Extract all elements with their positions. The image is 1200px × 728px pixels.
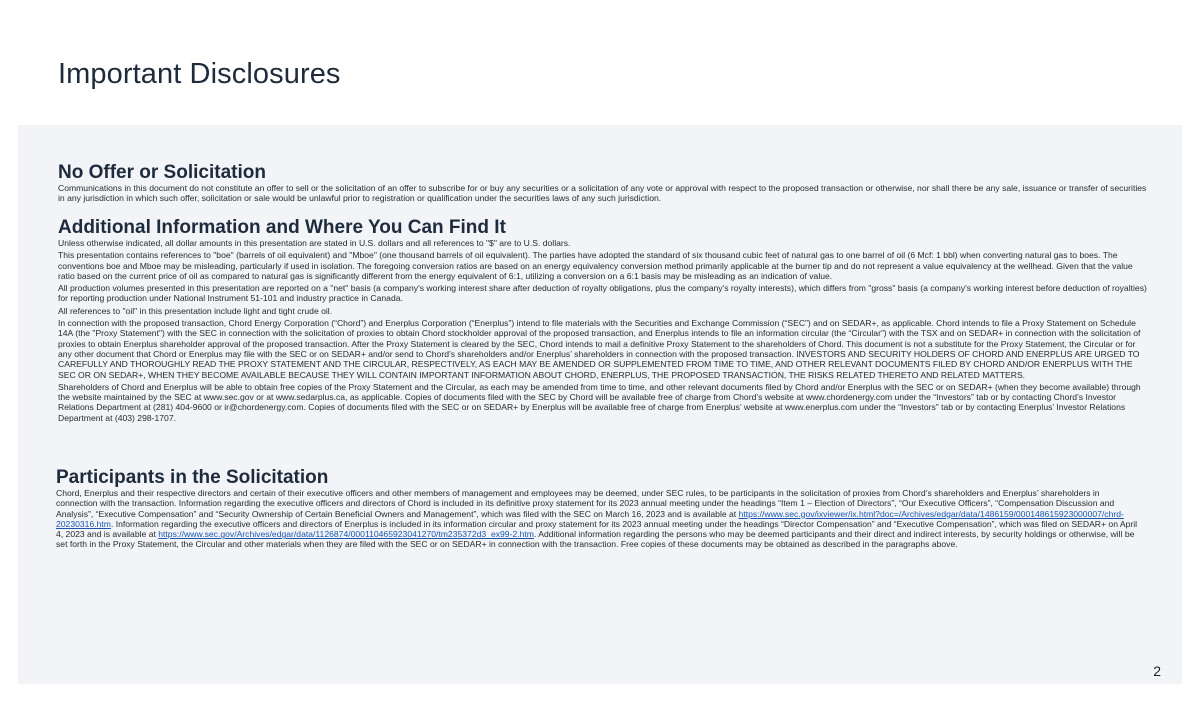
no-offer-heading: No Offer or Solicitation — [58, 162, 266, 183]
production-volumes-paragraph: All production volumes presented in this presentation are reported on a "net" basis (a company's working interest share after deduction of royalty obligations, plus the company's royalty interests), which differs from "gross" basis (a company's working interest before deduction of royalties) for reporting production under National Instrument 51-101 and industry practice in Canada. — [58, 283, 1147, 304]
participants-body — [56, 488, 1140, 550]
enerplus-circular-link[interactable]: https://www.sec.gov/Archives/edgar/data/1126874/000110465923041270/tm235372d3_ex99-2.htm — [158, 529, 534, 540]
participants-section — [56, 467, 1140, 552]
free-copies-paragraph: Shareholders of Chord and Enerplus will be able to obtain free copies of the Proxy Statement and the Circular, as each may be amended from time to time, and other relevant documents filed by Chord and/or Enerplus with the SEC or on SEDAR+ (when they become available) through the website maintained by the SEC at www.sec.gov or at www.sedarplus.ca, as applicable. Copies of documents filed with the SEC by Chord will be available free of charge from Chord’s website at www.chordenergy.com under the “Investors” tab or by contacting Chord’s Investor Relations Department at (281) 404-9600 or ir@chordenergy.com. Copies of documents filed with the SEC or on SEDAR+ by Enerplus will be available free of charge from Enerplus’ website at www.enerplus.com under the “Investors” tab or by contacting Enerplus’ Investor Relations Department at (403) 298-1707. — [58, 381, 1141, 423]
additional-info-heading: Additional Information and Where You Can Find It — [58, 217, 506, 238]
oil-references-paragraph: All references to "oil" in this presentation include light and tight crude oil. — [58, 305, 333, 316]
chord-proxy-link[interactable]: https://www.sec.gov/ixviewer/ix.html?doc=/Archives/edgar/data/1486159/000148615923000007/chrd-20230316.htm — [56, 508, 1124, 529]
participants-text-1: Chord, Enerplus and their respective directors and certain of their executive officers and other members of management and employees may be deemed, under SEC rules, to be participants in the solicitation of proxies from Chord’s shareholders and Enerplus’ shareholders in connection with the transaction. Information regarding the executive officers and directors of Chord is included in its definitive proxy statement for its 2023 annual meeting under the headings “Item 1 – Election of Directors”, “Our Executive Officers”, “Compensation Discussion and Analysis”, “Executive Compensation” and “Security Ownership of Certain Beneficial Owners and Management”, which was filed with the SEC on March 16, 2023 and is available at — [56, 488, 1115, 519]
participants-heading: Participants in the Solicitation — [56, 467, 329, 488]
participants-text-3: . Additional information regarding the persons who may be deemed participants and their direct and indirect interests, by security holdings or otherwise, will be set forth in the Proxy Statement, the Circular and other materials when they are filed with the SEC or on SEDAR+ in connection with the transaction. Free copies of these documents may be obtained as described in the paragraphs above. — [56, 529, 1135, 550]
additional-info-section — [58, 217, 1148, 425]
disclosure-panel — [18, 125, 1182, 684]
no-offer-section — [58, 162, 1148, 206]
proxy-statement-paragraph: In connection with the proposed transaction, Chord Energy Corporation (“Chord”) and Enerplus Corporation (“Enerplus”) intend to file materials with the Securities and Exchange Commission (“SEC”) and on SEDAR+, as applicable. Chord intends to file a Proxy Statement on Schedule 14A (the "Proxy Statement") with the SEC in connection with the solicitation of proxies to obtain Chord stockholder approval of the proposed transaction, and Enerplus intends to file an information circular (the “Circular”) with the TSX and on SEDAR+ in connection with the solicitation of proxies to obtain Enerplus shareholder approval of the proposed transaction. After the Proxy Statement is cleared by the SEC, Chord intends to mail a definitive Proxy Statement to the shareholders of Chord. This document is not a substitute for the Proxy Statement, the Circular or for any other document that Chord or Enerplus may file with the SEC or on SEDAR+ and/or send to Chord’s shareholders and/or Enerplus’ shareholders in connection with the proposed transaction. INVESTORS AND SECURITY HOLDERS OF CHORD AND ENERPLUS ARE URGED TO CAREFULLY AND THOROUGHLY READ THE PROXY STATEMENT AND THE CIRCULAR, RESPECTIVELY, AS EACH MAY BE AMENDED OR SUPPLEMENTED FROM TIME TO TIME, AND OTHER RELEVANT DOCUMENTS FILED BY CHORD AND/OR ENERPLUS WITH THE SEC OR ON SEDAR+, WHEN THEY BECOME AVAILABLE BECAUSE THEY WILL CONTAIN IMPORTANT INFORMATION ABOUT CHORD, ENERPLUS, THE PROPOSED TRANSACTION, THE RISKS RELATED THERETO AND RELATED MATTERS. — [58, 318, 1141, 380]
dollar-amounts-paragraph: Unless otherwise indicated, all dollar amounts in this presentation are stated in U.S. dollars and all references to "$" are to U.S. dollars. — [58, 238, 571, 248]
page-number: 2 — [1153, 663, 1161, 679]
participants-text-2: . Information regarding the executive officers and directors of Enerplus is included in its information circular and proxy statement for its 2023 annual meeting under the headings “Director Compensation” and “Executive Compensation”, which was filed on SEDAR+ on April 4, 2023 and is available at — [56, 518, 1138, 540]
no-offer-body: Communications in this document do not constitute an offer to sell or the solicitation of an offer to subscribe for or buy any securities or a solicitation of any vote or approval with respect to the proposed transaction or otherwise, nor shall there be any sale, issuance or transfer of securities in any jurisdiction in which such offer, solicitation or sale would be unlawful prior to registration or qualification under the securities laws of any such jurisdiction. — [58, 183, 1147, 204]
page-title: Important Disclosures — [58, 58, 341, 90]
boe-paragraph: This presentation contains references to "boe" (barrels of oil equivalent) and "Mboe" (one thousand barrels of oil equivalent). The parties have adopted the standard of six thousand cubic feet of natural gas to one barrel of oil (6 Mcf: 1 bbl) when converting natural gas to boes. The conventions boe and Mboe may be misleading, particularly if used in isolation. The foregoing conversion ratios are based on an energy equivalency conversion method primarily applicable at the burner tip and do not represent a value equivalency at the wellhead. Given that the value ratio based on the current price of oil as compared to natural gas is significantly different from the energy equivalent of 6:1, utilizing a conversion on a 6:1 basis may be misleading as an indication of value. — [58, 250, 1133, 281]
